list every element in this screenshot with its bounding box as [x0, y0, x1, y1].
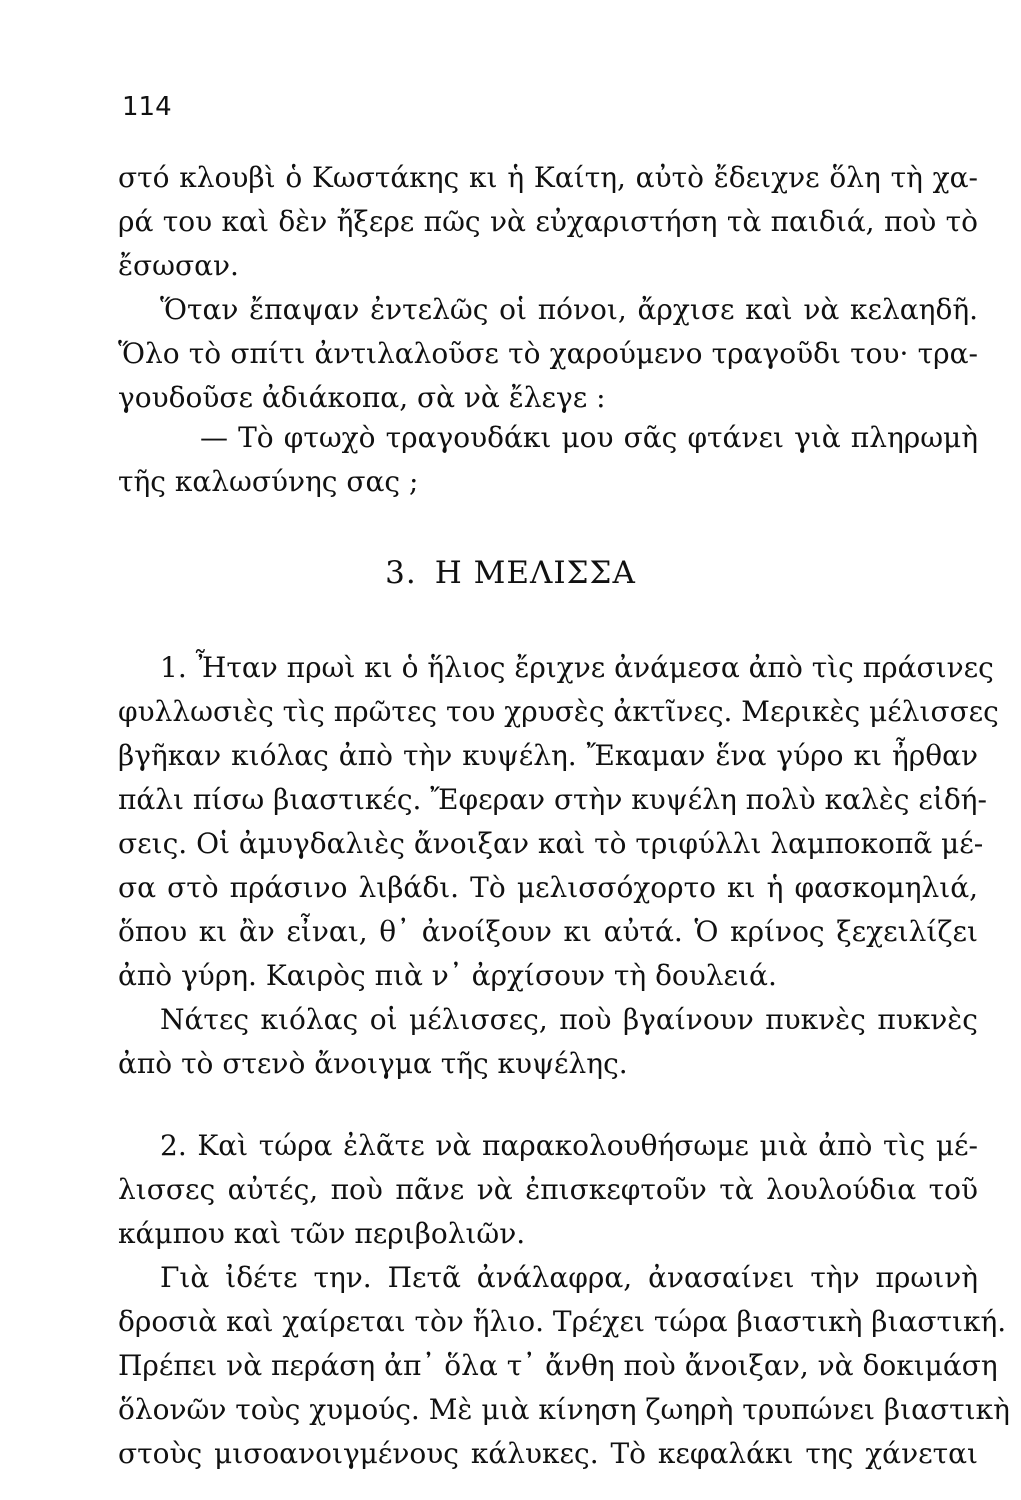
text-line: ὅλονῶν τοὺς χυμούς. Μὲ μιὰ κίνηση ζωηρὴ τρυπώνει βιαστικὴ	[118, 1393, 1010, 1426]
chapter-number: 3.	[385, 555, 417, 591]
text-line: Πρέπει νὰ περάση ἀπ᾽ ὅλα τ᾽ ἄνθη ποὺ ἄνοιξαν, νὰ δοκιμάση	[118, 1349, 998, 1382]
text-line: πάλι πίσω βιαστικές. Ἔφεραν στὴν κυψέλη πολὺ καλὲς εἰδή-	[118, 783, 987, 816]
paragraph-2-start: 2. Καὶ τώρα ἐλᾶτε νὰ παρακολουθήσωμε μιὰ ἀπὸ τὶς μέ-	[160, 1129, 978, 1162]
text-line: ἔσωσαν.	[118, 249, 239, 282]
text-line: στό κλουβὶ ὁ Κωστάκης κι ἡ Καίτη, αὐτὸ ἔδειχνε ὅλη τὴ χα-	[118, 161, 978, 194]
text-line: τῆς καλωσύνης σας ;	[118, 465, 419, 498]
text-line: βγῆκαν κιόλας ἀπὸ τὴν κυψέλη. Ἔκαμαν ἕνα γύρο κι ἦρθαν	[118, 739, 978, 772]
chapter-heading	[0, 555, 1021, 591]
text-line: ρά του καὶ δὲν ἤξερε πῶς νὰ εὐχαριστήση τὰ παιδιά, ποὺ τὸ	[118, 205, 978, 238]
text-line: λισσες αὐτές, ποὺ πᾶνε νὰ ἐπισκεφτοῦν τὰ λουλούδια τοῦ	[118, 1173, 978, 1206]
text-line: ὅπου κι ἂν εἶναι, θ᾽ ἀνοίξουν κι αὐτά. Ὁ κρίνος ξεχειλίζει	[118, 915, 978, 948]
text-line: δροσιὰ καὶ χαίρεται τὸν ἥλιο. Τρέχει τώρα βιαστικὴ βιαστική.	[118, 1305, 1007, 1338]
text-line: σα στὸ πράσινο λιβάδι. Τὸ μελισσόχορτο κι ἡ φασκομηλιά,	[118, 871, 978, 904]
chapter-title: Η ΜΕΛΙΣΣΑ	[434, 555, 636, 591]
text-line: Γιὰ ἰδέτε την. Πετᾶ ἀνάλαφρα, ἀνασαίνει τὴν πρωινὴ	[160, 1261, 978, 1294]
text-line: Ὅταν ἔπαψαν ἐντελῶς οἱ πόνοι, ἄρχισε καὶ νὰ κελαηδῆ.	[160, 293, 978, 326]
dialogue-line: — Τὸ φτωχὸ τραγουδάκι μου σᾶς φτάνει γιὰ πληρωμὴ	[200, 421, 978, 454]
text-line: σεις. Οἱ ἀμυγδαλιὲς ἄνοιξαν καὶ τὸ τριφύλλι λαμποκοπᾶ μέ-	[118, 827, 984, 860]
text-line: στοὺς μισοανοιγμένους κάλυκες. Τὸ κεφαλάκι της χάνεται	[118, 1437, 978, 1470]
text-line: γουδοῦσε ἀδιάκοπα, σὰ νὰ ἔλεγε :	[118, 381, 606, 414]
text-line: ἀπὸ γύρη. Καιρὸς πιὰ ν᾽ ἀρχίσουν τὴ δουλειά.	[118, 959, 777, 992]
text-line: ἀπὸ τὸ στενὸ ἄνοιγμα τῆς κυψέλης.	[118, 1047, 628, 1080]
text-line: Ὅλο τὸ σπίτι ἀντιλαλοῦσε τὸ χαρούμενο τραγοῦδι του· τρα-	[118, 337, 978, 370]
text-line: κάμπου καὶ τῶν περιβολιῶν.	[118, 1217, 526, 1250]
text-line: Νάτες κιόλας οἱ μέλισσες, ποὺ βγαίνουν πυκνὲς πυκνὲς	[160, 1003, 978, 1036]
page-number: 114	[122, 92, 172, 122]
text-line: φυλλωσιὲς τὶς πρῶτες του χρυσὲς ἀκτῖνες. Μερικὲς μέλισσες	[118, 695, 999, 728]
paragraph-1-start: 1. Ἦταν πρωὶ κι ὁ ἥλιος ἔριχνε ἀνάμεσα ἀπὸ τὶς πράσινες	[160, 651, 994, 684]
